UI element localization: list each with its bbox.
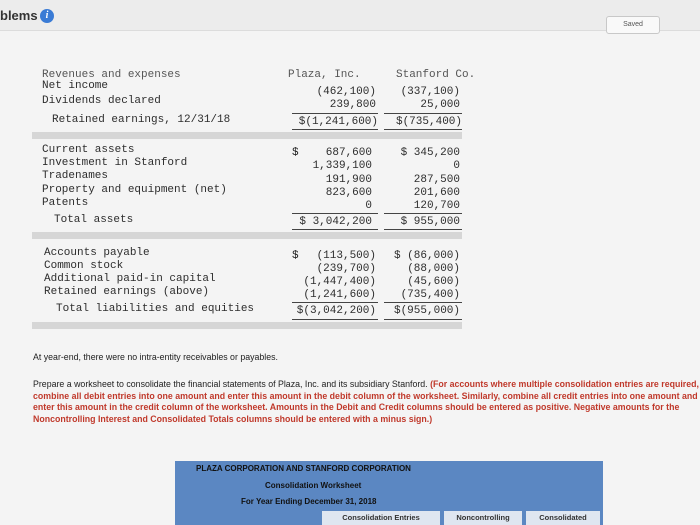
plaza-value: 823,600 xyxy=(325,187,372,199)
stanford-value: (337,100) xyxy=(400,86,460,98)
section-separator xyxy=(32,232,462,239)
plaza-value: (113,500) xyxy=(316,250,376,262)
saved-status: Saved xyxy=(606,16,660,34)
clipped-header-row: Revenues and expenses Plaza, Inc. Stanford Co. xyxy=(42,69,476,81)
dollar-sign: $ xyxy=(292,250,299,262)
plaza-value: 191,900 xyxy=(325,174,372,186)
info-icon[interactable]: i xyxy=(40,9,54,23)
column-noncontrolling: Noncontrolling xyxy=(444,511,522,525)
stanford-value: $ 955,000 xyxy=(400,216,460,228)
instructions xyxy=(33,379,699,425)
row-label: Net income xyxy=(42,80,109,92)
instructions-plain: Prepare a worksheet to consolidate the financial statements of Plaza, Inc. and its subsidiary Stanford. xyxy=(33,379,431,389)
column-consolidation-entries: Consolidation Entries xyxy=(322,511,440,525)
row-label: Investment in Stanford xyxy=(42,157,188,169)
stanford-value: 25,000 xyxy=(420,99,460,111)
stanford-value: 287,500 xyxy=(413,174,460,186)
row-label: Additional paid-in capital xyxy=(44,273,216,285)
worksheet-period: For Year Ending December 31, 2018 xyxy=(241,497,377,506)
stanford-value: 0 xyxy=(453,160,460,172)
plaza-value: 1,339,100 xyxy=(312,160,372,172)
row-label: Patents xyxy=(42,197,89,209)
row-label: Retained earnings (above) xyxy=(44,286,210,298)
row-label: Common stock xyxy=(44,260,124,272)
stanford-value: $(955,000) xyxy=(393,305,460,317)
row-label: Dividends declared xyxy=(42,95,161,107)
year-end-note: At year-end, there were no intra-entity receivables or payables. xyxy=(33,352,278,362)
stanford-value: (88,000) xyxy=(407,263,460,275)
plaza-value: (1,447,400) xyxy=(303,276,376,288)
row-label: Tradenames xyxy=(42,170,109,182)
subtotal-rule xyxy=(292,113,378,114)
row-label: Accounts payable xyxy=(44,247,150,259)
instructions-emphasis: (For accounts where multiple consolidation entries are required, combine all debit entries into one amount and enter this amount in the debit column of the worksheet. Similarly, combine all credit entries into one amount and enter this amount in the credit column of the worksheet. Amounts in the Debit and Credit columns should be entered as positive. Negative amounts for the Noncontrolling Interest and Consolidated Totals columns should be entered with a minus sign.) xyxy=(33,379,699,424)
subtotal-rule xyxy=(384,213,462,214)
stanford-value: $ 345,200 xyxy=(400,147,460,159)
plaza-value: $(3,042,200) xyxy=(296,305,376,317)
plaza-value: $(1,241,600) xyxy=(298,116,378,128)
subtotal-rule xyxy=(292,302,378,303)
plaza-value: (239,700) xyxy=(316,263,376,275)
subtotal-rule xyxy=(292,213,378,214)
stanford-value: $ (86,000) xyxy=(393,250,460,262)
row-label: Total assets xyxy=(54,214,134,226)
plaza-value: 0 xyxy=(365,200,372,212)
subtotal-rule xyxy=(384,113,462,114)
plaza-value: (1,241,600) xyxy=(303,289,376,301)
subtotal-rule xyxy=(384,302,462,303)
dollar-sign: $ xyxy=(292,147,299,159)
worksheet-title: PLAZA CORPORATION AND STANFORD CORPORATION xyxy=(196,464,411,473)
stanford-value: 201,600 xyxy=(413,187,460,199)
top-bar xyxy=(0,0,700,31)
section-separator xyxy=(32,322,462,329)
stanford-value: (45,600) xyxy=(407,276,460,288)
column-consolidated: Consolidated xyxy=(526,511,600,525)
section-separator xyxy=(32,132,462,139)
plaza-value: $ 3,042,200 xyxy=(299,216,372,228)
stanford-value: (735,400) xyxy=(400,289,460,301)
problems-tab-label[interactable]: blems xyxy=(0,8,38,23)
stanford-value: $(735,400) xyxy=(395,116,462,128)
plaza-value: 239,800 xyxy=(329,99,376,111)
plaza-value: (462,100) xyxy=(316,86,376,98)
row-label: Retained earnings, 12/31/18 xyxy=(52,114,231,126)
worksheet-subtitle: Consolidation Worksheet xyxy=(265,481,362,490)
row-label: Total liabilities and equities xyxy=(56,303,255,315)
stanford-value: 120,700 xyxy=(413,200,460,212)
row-label: Property and equipment (net) xyxy=(42,184,227,196)
plaza-value: 687,600 xyxy=(325,147,372,159)
row-label: Current assets xyxy=(42,144,135,156)
